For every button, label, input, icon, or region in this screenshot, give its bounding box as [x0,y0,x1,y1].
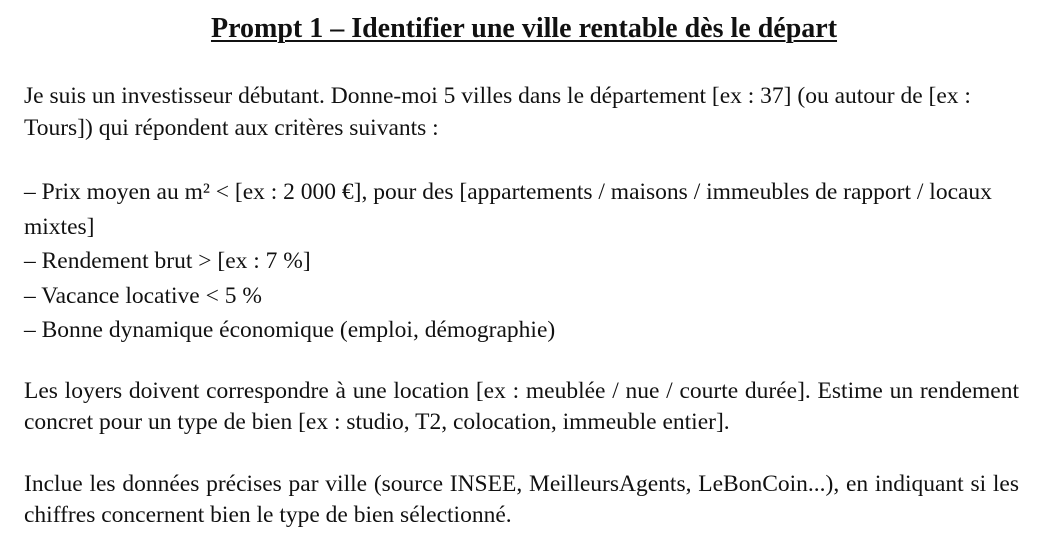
criteria-item-economy: – Bonne dynamique économique (emploi, démographie) [24,317,556,343]
criteria-item-vacancy: – Vacance locative < 5 % [24,282,262,309]
document-title: Prompt 1 – Identifier une ville rentable dès le départ [210,13,838,44]
data-paragraph: Inclue les données précises par ville (source INSEE, MeilleursAgents, LeBonCoin...), en indiquant si les chiffres concernent bien le type de bien sélectionné. [24,471,1019,528]
rent-paragraph: Les loyers doivent correspondre à une location [ex : meublée / nue / courte durée]. Estime un rendement concret pour un type de bien [ex : studio, T2, colocation, immeuble entier]. [24,378,1019,435]
intro-paragraph: Je suis un investisseur débutant. Donne-moi 5 villes dans le département [ex : 37] (ou autour de [ex : Tours]) qui répondent aux critères suivants : [24,83,971,141]
criteria-list [24,175,1022,348]
criteria-item-yield: – Rendement brut > [ex : 7 %] [24,248,311,274]
criteria-item-price: – Prix moyen au m² < [ex : 2 000 €], pour des [appartements / maisons / immeubles de rapport / locaux mixtes] [24,179,992,240]
